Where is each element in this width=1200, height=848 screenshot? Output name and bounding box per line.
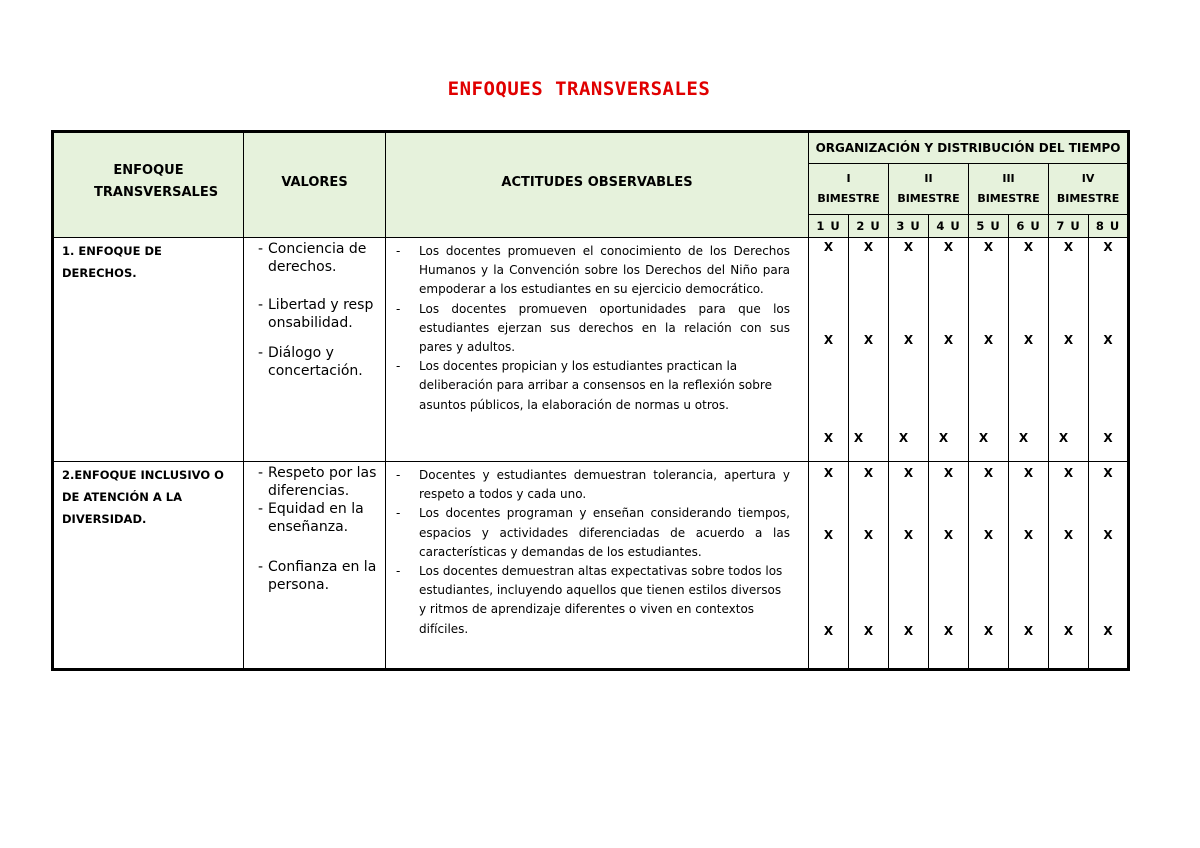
table-row: [53, 462, 1129, 670]
actitud-item: - Los docentes programan y enseñan considerando tiempos, espacios y actividades diferenciadas de acuerdo a las características y demandas de los estudiantes.: [396, 504, 790, 562]
valor-item: - Libertad y responsabilidad.: [258, 296, 379, 332]
mark-cell: [969, 238, 1009, 462]
mark: X: [823, 240, 834, 254]
mark: X: [983, 333, 994, 347]
valor-text: Confianza en la persona.: [268, 559, 377, 593]
header-unit: 1 U: [809, 215, 849, 238]
mark: X: [943, 333, 954, 347]
mark: X: [823, 333, 834, 347]
mark: X: [1023, 528, 1034, 542]
actitud-text: Los docentes demuestran altas expectativas sobre todos los estudiantes, incluyendo aquellos que tienen estilos diversos y ritmos de aprendizaje diferentes o viven en contextos difíciles.: [419, 564, 783, 636]
bimestre-num: III: [1002, 172, 1015, 185]
mark: X: [1103, 431, 1113, 445]
bimestre-num: IV: [1081, 172, 1095, 185]
valor-item: - Respeto por las diferencias.: [258, 464, 379, 500]
mark: X: [863, 333, 874, 347]
valores-cell: [244, 238, 386, 462]
mark: X: [983, 528, 994, 542]
mark: X: [943, 528, 954, 542]
header-unit: 4 U: [929, 215, 969, 238]
header-unit: 8 U: [1089, 215, 1129, 238]
bimestre-label: BIMESTRE: [1056, 192, 1120, 205]
mark-cell: [809, 462, 849, 670]
mark: X: [863, 624, 874, 638]
mark: X: [1063, 333, 1074, 347]
enfoque-cell: 2.ENFOQUE INCLUSIVO O DE ATENCIÓN A LA DIVERSIDAD.: [53, 462, 244, 670]
mark-cell: [849, 238, 889, 462]
mark-cell: [889, 238, 929, 462]
mark-cell: [849, 462, 889, 670]
mark: X: [1063, 240, 1074, 254]
mark: X: [903, 528, 914, 542]
mark: X: [943, 624, 954, 638]
mark-cell: [889, 462, 929, 670]
valor-item: - Equidad en la enseñanza.: [258, 500, 379, 536]
mark: X: [823, 528, 834, 542]
actitud-text: Los docentes promueven el conocimiento de los Derechos Humanos y la Convención sobre los Derechos del Niño para empoderar a los estudiantes en su ejercicio democrático.: [419, 244, 790, 297]
header-unit: 3 U: [889, 215, 929, 238]
mark: X: [943, 466, 954, 480]
valor-item: - Confianza en la persona.: [258, 558, 379, 594]
mark: X: [1103, 333, 1113, 347]
mark: X: [863, 466, 874, 480]
mark: X: [1063, 466, 1074, 480]
valor-text: Equidad en la enseñanza.: [268, 501, 364, 535]
mark: X: [823, 431, 834, 445]
mark: X: [1023, 240, 1034, 254]
mark: X: [903, 240, 914, 254]
header-unit: 6 U: [1009, 215, 1049, 238]
mark-cell: [1049, 462, 1089, 670]
actitud-text: Los docentes propician y los estudiantes practican la deliberación para arribar a consensos en la reflexión sobre asuntos públicos, la elaboración de normas u otros.: [419, 359, 772, 412]
valor-item: - Conciencia de derechos.: [258, 240, 379, 276]
valor-text: Libertad y responsabilidad.: [268, 297, 374, 331]
actitud-item: - Los docentes promueven el conocimiento de los Derechos Humanos y la Convención sobre los Derechos del Niño para empoderar a los estudiantes en su ejercicio democrático.: [396, 242, 790, 300]
actitudes-cell: [386, 462, 809, 670]
header-bimestre-1: [809, 164, 889, 215]
mark: X: [863, 240, 874, 254]
bimestre-label: BIMESTRE: [817, 192, 880, 205]
mark: X: [1103, 528, 1113, 542]
mark-cell: [1009, 462, 1049, 670]
mark: X: [1023, 333, 1034, 347]
mark: X: [1023, 624, 1034, 638]
mark-cell: [809, 238, 849, 462]
mark: X: [863, 528, 874, 542]
header-bimestre-4: [1049, 164, 1129, 215]
actitud-item: - Los docentes promueven oportunidades para que los estudiantes ejerzan sus derechos en la relación con sus pares y adultos.: [396, 300, 790, 358]
header-organizacion: ORGANIZACIÓN Y DISTRIBUCIÓN DEL TIEMPO: [809, 132, 1129, 164]
header-unit: 2 U: [849, 215, 889, 238]
mark: X: [1103, 466, 1113, 480]
mark: X: [853, 431, 864, 445]
table-row: [53, 238, 1129, 462]
mark: X: [1103, 240, 1113, 254]
mark: X: [983, 466, 994, 480]
mark-cell: [1009, 238, 1049, 462]
bimestre-label: BIMESTRE: [977, 192, 1040, 205]
valor-text: Respeto por las diferencias.: [268, 465, 377, 499]
mark-cell: [1089, 462, 1129, 670]
mark: X: [903, 333, 914, 347]
mark: X: [1063, 528, 1074, 542]
actitud-text: Los docentes promueven oportunidades para que los estudiantes ejerzan sus derechos en la relación con sus pares y adultos.: [419, 301, 790, 355]
header-unit: 7 U: [1049, 215, 1089, 238]
bimestre-num: I: [846, 172, 851, 185]
mark: X: [938, 431, 949, 445]
valor-text: Diálogo y concertación.: [268, 345, 363, 379]
mark: X: [903, 466, 914, 480]
actitud-item: - Docentes y estudiantes demuestran tolerancia, apertura y respeto a todos y cada uno.: [396, 466, 790, 504]
mark-cell: [929, 462, 969, 670]
header-valores: VALORES: [244, 132, 386, 238]
mark: X: [978, 431, 989, 445]
bimestre-num: II: [924, 172, 933, 185]
actitudes-cell: [386, 238, 809, 462]
mark: X: [1023, 466, 1034, 480]
mark: X: [1058, 431, 1069, 445]
enfoque-cell: 1. ENFOQUE DE DERECHOS.: [53, 238, 244, 462]
actitud-item: - Los docentes propician y los estudiantes practican la deliberación para arribar a consensos en la reflexión sobre asuntos públicos, la elaboración de normas u otros.: [396, 357, 790, 415]
mark-cell: [1049, 238, 1089, 462]
mark: X: [823, 466, 834, 480]
mark: X: [898, 431, 909, 445]
mark: X: [983, 624, 994, 638]
header-bimestre-3: [969, 164, 1049, 215]
mark-cell: [969, 462, 1009, 670]
mark-cell: [1089, 238, 1129, 462]
bimestre-label: BIMESTRE: [897, 192, 960, 205]
header-actitudes: ACTITUDES OBSERVABLES: [386, 132, 809, 238]
mark-cell: [929, 238, 969, 462]
valores-cell: [244, 462, 386, 670]
actitud-item: - Los docentes demuestran altas expectativas sobre todos los estudiantes, incluyendo aquellos que tienen estilos diversos y ritmos de aprendizaje diferentes o viven en contextos difíciles.: [396, 562, 790, 639]
mark: X: [1018, 431, 1029, 445]
mark: X: [903, 624, 914, 638]
mark: X: [823, 624, 834, 638]
header-unit: 5 U: [969, 215, 1009, 238]
valor-text: Conciencia de derechos.: [268, 241, 367, 275]
mark: X: [1103, 624, 1113, 638]
header-enfoque: ENFOQUE TRANSVERSALES: [53, 132, 244, 238]
mark: X: [1063, 624, 1074, 638]
mark: X: [983, 240, 994, 254]
actitud-text: Docentes y estudiantes demuestran tolerancia, apertura y respeto a todos y cada uno.: [419, 468, 790, 502]
header-bimestre-2: [889, 164, 969, 215]
actitud-text: Los docentes programan y enseñan considerando tiempos, espacios y actividades diferenciadas de acuerdo a las características y demandas de los estudiantes.: [419, 506, 790, 559]
document-title: ENFOQUES TRANSVERSALES: [447, 78, 711, 100]
mark: X: [943, 240, 954, 254]
enfoques-table: [51, 130, 1130, 671]
valor-item: - Diálogo y concertación.: [258, 344, 379, 380]
